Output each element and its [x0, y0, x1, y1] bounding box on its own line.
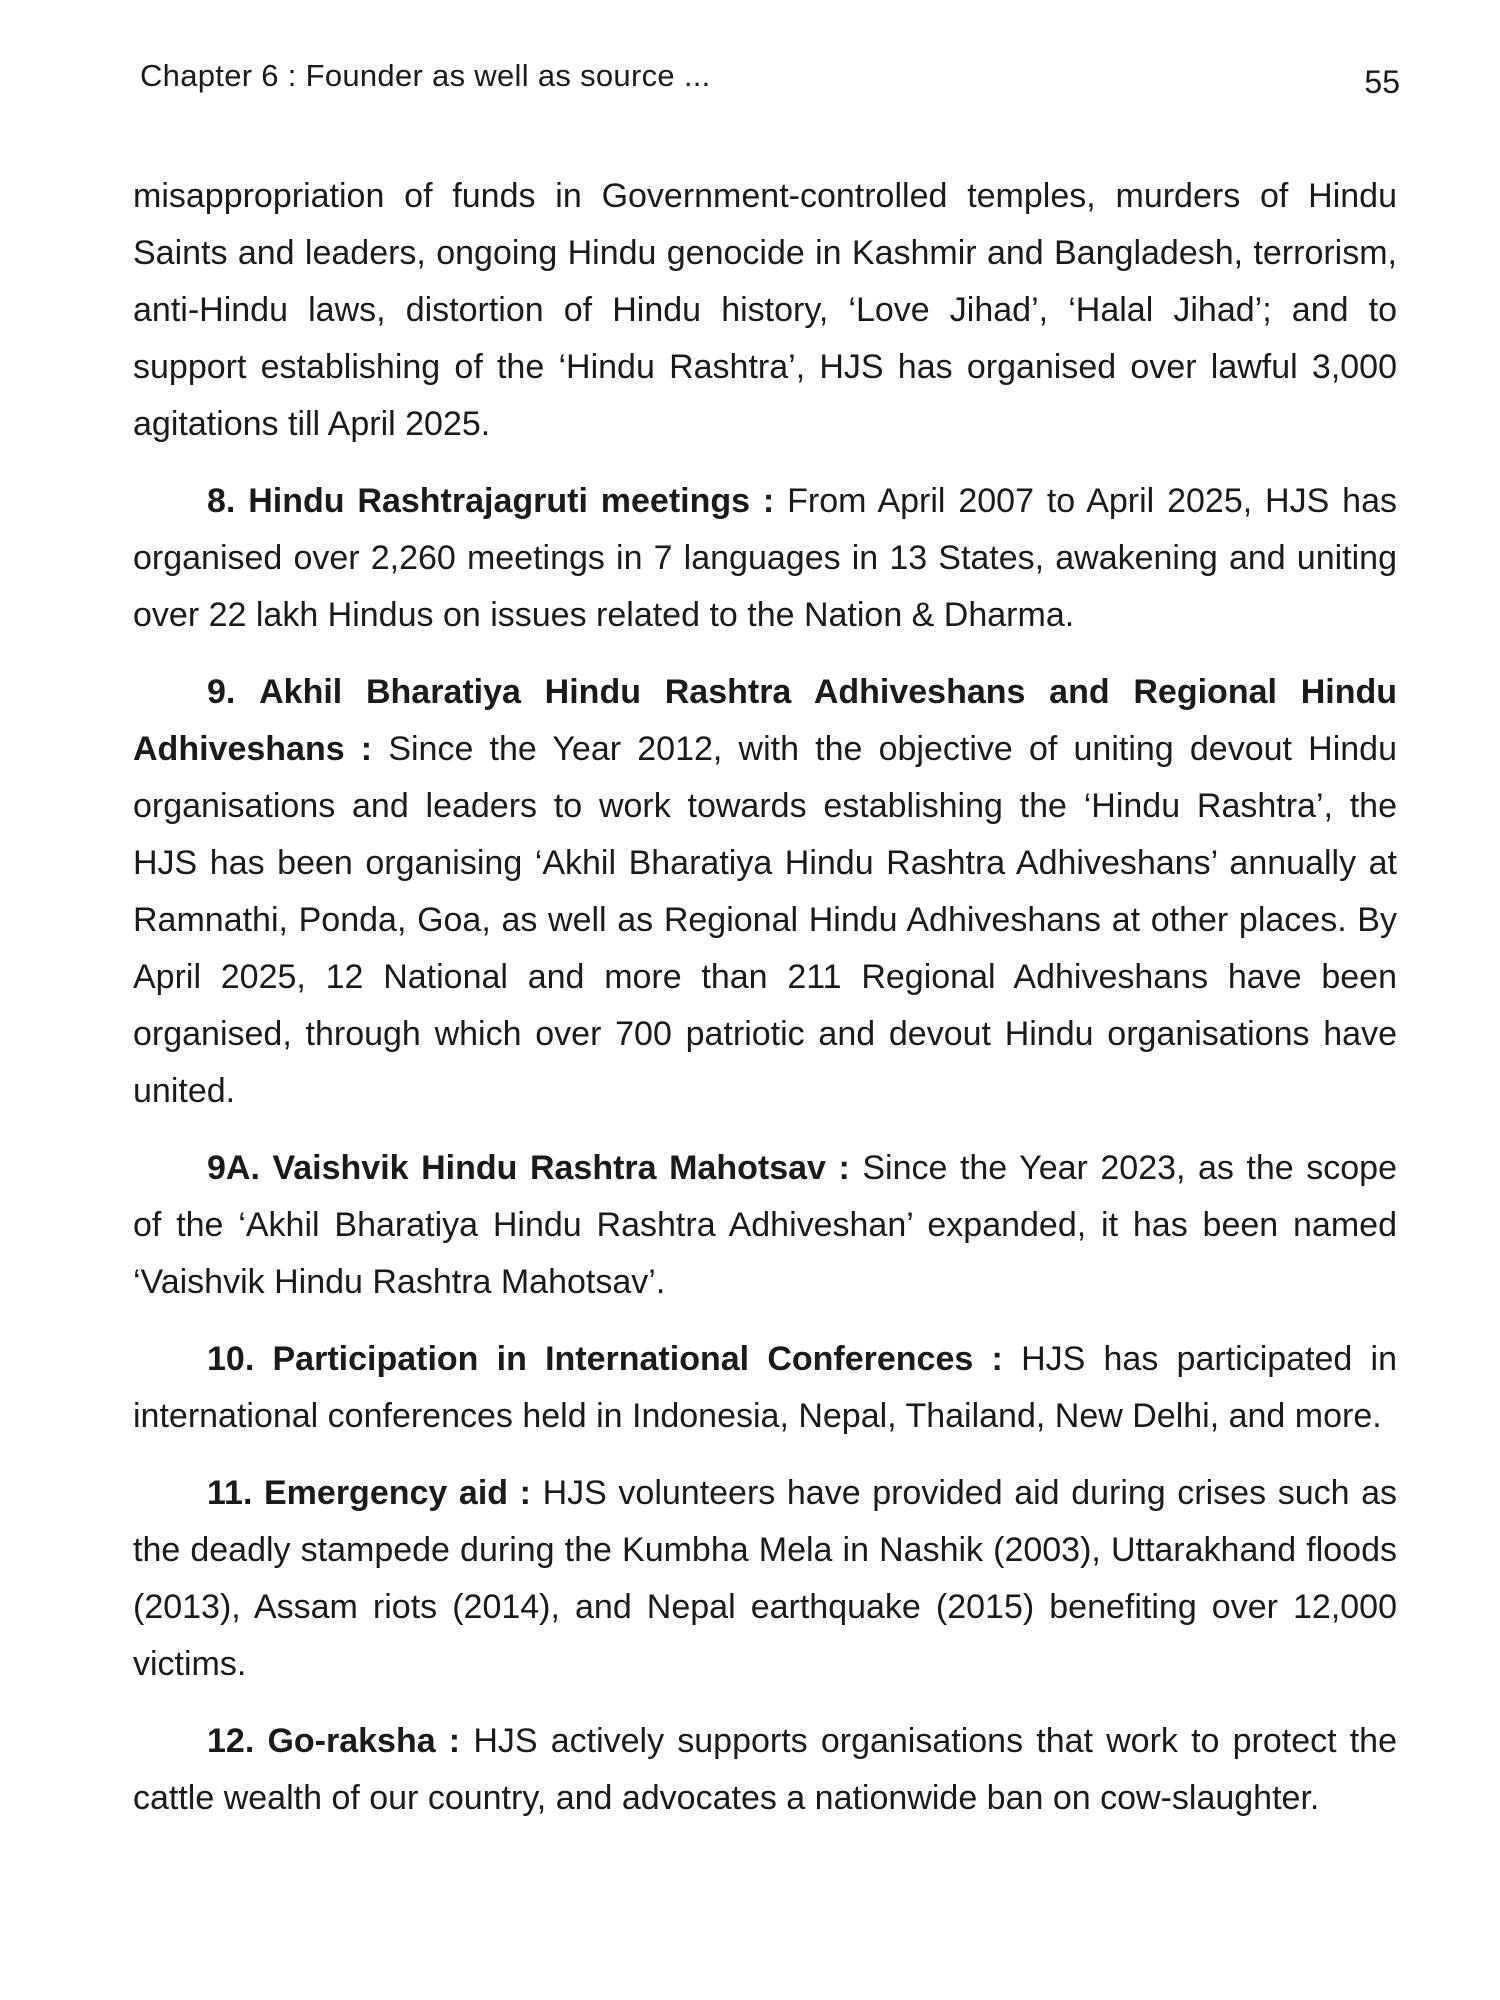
- item-number: 9.: [207, 673, 236, 711]
- item-number: 8.: [207, 482, 236, 520]
- list-item-12: [133, 1713, 1397, 1827]
- item-heading: Vaishvik Hindu Rashtra Mahotsav :: [272, 1149, 850, 1187]
- list-item-9a: [133, 1140, 1397, 1311]
- list-item-8: [133, 473, 1397, 644]
- intro-paragraph: misappropriation of funds in Government-controlled temples, murders of Hindu Saints and leaders, ongoing Hindu genocide in Kashmir and Bangladesh, terrorism, anti-Hindu laws, distortion of Hindu history, ‘Love Jihad’, ‘Halal Jihad’; and to support establishing of the ‘Hindu Rashtra’, HJS has organised over lawful 3,000 agitations till April 2025.: [133, 177, 1397, 443]
- item-heading: Hindu Rashtrajagruti meetings :: [248, 482, 775, 520]
- running-header: [140, 58, 1400, 102]
- page-number: 55: [1364, 64, 1400, 100]
- item-text: From April 2007 to April 2025, HJS has organised over 2,260 meetings in 7 languages in 13 States, awakening and uniting over 22 lakh Hindus on issues related to the Nation & Dharma.: [133, 482, 1397, 634]
- item-text: Since the Year 2023, as the scope of the ‘Akhil Bharatiya Hindu Rashtra Adhiveshan’ expanded, it has been named ‘Vaishvik Hindu Rashtra Mahotsav’.: [133, 1149, 1397, 1301]
- item-text: HJS actively supports organisations that work to protect the cattle wealth of our country, and advocates a nationwide ban on cow-slaughter.: [133, 1722, 1397, 1817]
- item-number: 11.: [207, 1474, 253, 1512]
- item-text: HJS volunteers have provided aid during crises such as the deadly stampede during the Kumbha Mela in Nashik (2003), Uttarakhand floods (2013), Assam riots (2014), and Nepal earthquake (2015) benefiting over 12,000 victims.: [133, 1474, 1398, 1683]
- item-text: Since the Year 2012, with the objective of uniting devout Hindu organisations and leaders to work towards establishing the ‘Hindu Rashtra’, the HJS has been organising ‘Akhil Bharatiya Hindu Rashtra Adhiveshans’ annually at Ramnathi, Ponda, Goa, as well as Regional Hindu Adhiveshans at other places. By April 2025, 12 National and more than 211 Regional Adhiveshans have been organised, through which over 700 patriotic and devout Hindu organisations have united.: [133, 730, 1397, 1110]
- item-heading: Participation in International Conferences :: [272, 1340, 1003, 1378]
- chapter-title: Chapter 6 : Founder as well as source ...: [140, 58, 711, 93]
- item-number: 12.: [207, 1722, 255, 1760]
- item-heading: Go-raksha :: [267, 1722, 461, 1760]
- body-text: [133, 168, 1397, 1847]
- item-number: 10.: [207, 1340, 255, 1378]
- item-heading: Akhil Bharatiya Hindu Rashtra Adhiveshans and Regional Hindu Adhiveshans :: [133, 673, 1397, 768]
- list-item-10: [133, 1331, 1397, 1445]
- item-number: 9A.: [207, 1149, 260, 1187]
- item-heading: Emergency aid :: [264, 1474, 531, 1512]
- list-item-11: [133, 1465, 1397, 1693]
- list-item-9: [133, 664, 1397, 1120]
- item-text: HJS has participated in international conferences held in Indonesia, Nepal, Thailand, New Delhi, and more.: [133, 1340, 1398, 1435]
